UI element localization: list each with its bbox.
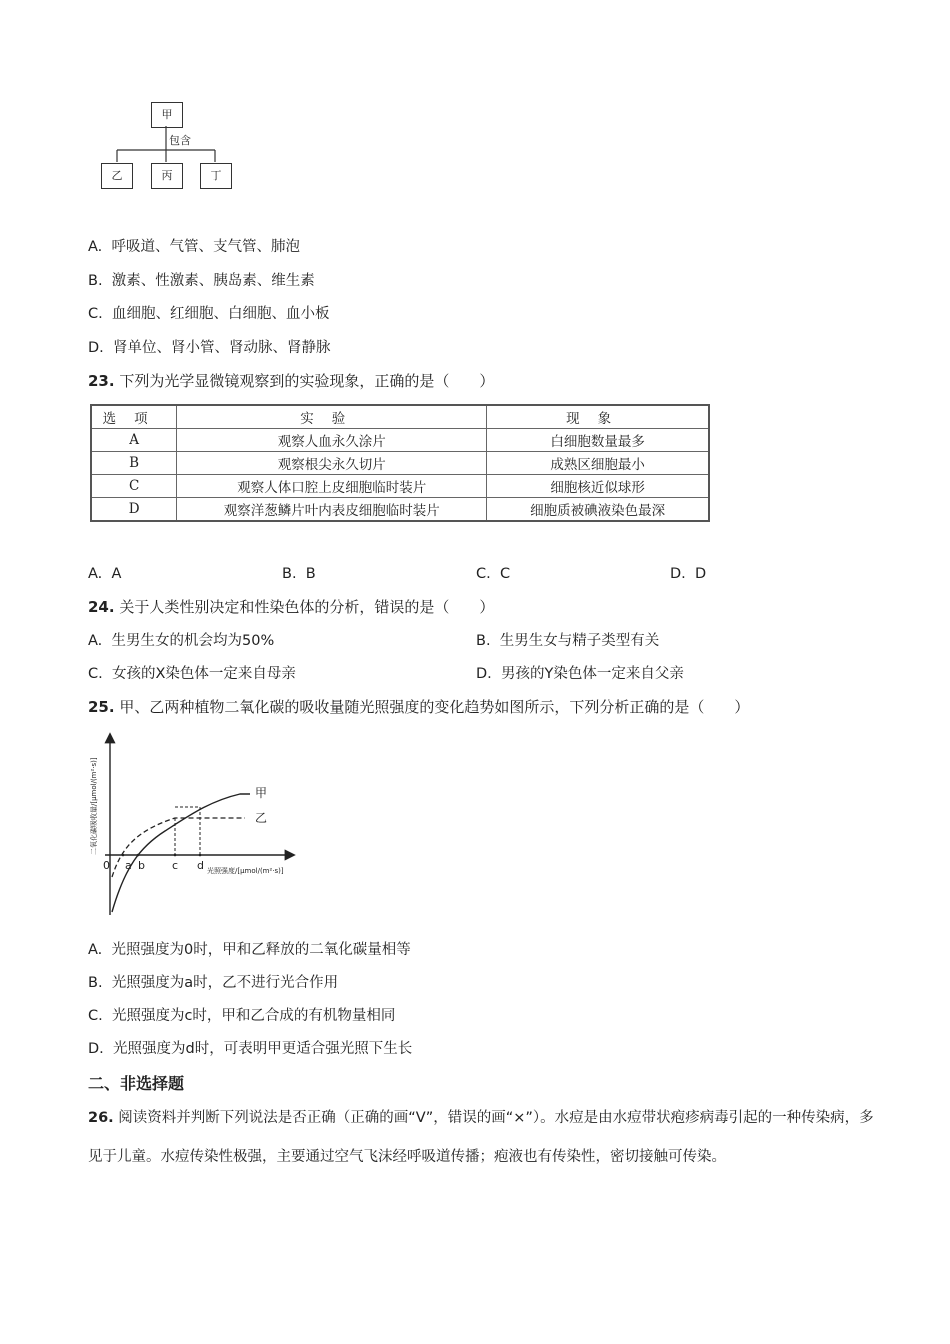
section-title: 二、非选择题 — [88, 1074, 185, 1093]
q22-option-b[interactable] — [88, 271, 315, 291]
question-number: 24. — [88, 598, 115, 616]
q23-option-d[interactable] — [670, 564, 706, 584]
q24-option-d[interactable] — [476, 664, 684, 684]
q23-stem — [88, 371, 494, 391]
tree-root-box: 甲 — [151, 102, 183, 128]
option-label: C. — [88, 1008, 103, 1024]
option-text: 光照强度为0时，甲和乙释放的二氧化碳量相等 — [111, 942, 411, 958]
option-label: B. — [88, 975, 103, 991]
q25-option-c[interactable] — [88, 1006, 395, 1026]
option-text: B — [305, 566, 316, 582]
q25-option-a[interactable] — [88, 940, 411, 960]
option-label: B. — [476, 633, 491, 649]
table-row — [91, 498, 709, 522]
tree-relation-label: 包含 — [169, 134, 191, 147]
question-number: 23. — [88, 372, 115, 390]
table-header: 实验 — [177, 405, 487, 429]
q23-option-b[interactable] — [282, 564, 316, 584]
tick-point-b — [137, 854, 140, 857]
q25-stem — [88, 697, 749, 717]
x-tick-label: b — [138, 859, 145, 872]
q24-option-a[interactable] — [88, 631, 274, 651]
series-label-yi: 乙 — [255, 811, 268, 825]
table-cell: D — [91, 498, 177, 522]
option-text: 光照强度为a时，乙不进行光合作用 — [111, 975, 339, 991]
co2-absorption-chart — [85, 727, 315, 922]
table-cell: 观察洋葱鳞片叶内表皮细胞临时装片 — [177, 498, 487, 522]
option-text: 光照强度为c时，甲和乙合成的有机物量相同 — [111, 1008, 396, 1024]
option-label: C. — [88, 666, 103, 682]
question-number: 26. — [88, 1110, 114, 1126]
tick-point-a — [122, 854, 125, 857]
origin-label: 0 — [103, 859, 110, 872]
tick-point-c — [174, 854, 177, 857]
q24-option-c[interactable] — [88, 664, 296, 684]
option-text: 男孩的Y染色体一定来自父亲 — [501, 666, 684, 682]
y-axis-label: 二氧化碳吸收量/[μmol/(m²·s)] — [90, 757, 98, 855]
table-cell: 细胞核近似球形 — [487, 475, 709, 498]
table-header: 选项 — [91, 405, 177, 429]
option-text: 生男生女与精子类型有关 — [499, 633, 660, 649]
q24-option-b[interactable] — [476, 631, 659, 651]
series-jia-curve — [112, 794, 250, 912]
option-label: A. — [88, 566, 103, 582]
question-text: 阅读资料并判断下列说法是否正确（正确的画“V”，错误的画“×”）。水痘是由水痘带状疱疹病毒引起的一种传染病，多见于儿童。水痘传染性极强，主要通过空气飞沫经呼吸道传播；疱液也有传染性，密切接触可传染。 — [88, 1110, 874, 1165]
table-cell: A — [91, 429, 177, 452]
table-cell: 观察人体口腔上皮细胞临时装片 — [177, 475, 487, 498]
table-cell: 观察人血永久涂片 — [177, 429, 487, 452]
option-text: 肾单位、肾小管、肾动脉、肾静脉 — [113, 340, 331, 356]
series-label-jia: 甲 — [255, 786, 268, 800]
tree-child-box: 丙 — [151, 163, 183, 189]
table-cell: 细胞质被碘液染色最深 — [487, 498, 709, 522]
option-text: 女孩的X染色体一定来自母亲 — [111, 666, 296, 682]
option-text: 生男生女的机会均为50% — [111, 633, 275, 649]
option-label: C. — [88, 306, 103, 322]
q22-option-c[interactable] — [88, 304, 329, 324]
question-text: 关于人类性别决定和性染色体的分析，错误的是（ ） — [119, 598, 495, 616]
q25-option-b[interactable] — [88, 973, 338, 993]
option-text: 血细胞、红细胞、白细胞、血小板 — [111, 306, 330, 322]
x-tick-label: d — [197, 859, 204, 872]
table-cell: 成熟区细胞最小 — [487, 452, 709, 475]
question-number: 25. — [88, 698, 115, 716]
option-text: 光照强度为d时，可表明甲更适合强光照下生长 — [113, 1041, 413, 1057]
tree-child-box: 丁 — [200, 163, 232, 189]
table-cell: 白细胞数量最多 — [487, 429, 709, 452]
q23-table — [90, 404, 710, 522]
table-cell: C — [91, 475, 177, 498]
option-text: 呼吸道、气管、支气管、肺泡 — [111, 239, 300, 255]
table-header-row — [91, 405, 709, 429]
table-row — [91, 475, 709, 498]
table-header: 现象 — [487, 405, 709, 429]
q26-paragraph — [88, 1099, 878, 1177]
option-label: B. — [282, 566, 297, 582]
q23-option-a[interactable] — [88, 564, 121, 584]
q22-option-a[interactable] — [88, 237, 300, 257]
option-label: D. — [476, 666, 492, 682]
option-text: D — [695, 566, 707, 582]
tree-child-box: 乙 — [101, 163, 133, 189]
option-label: B. — [88, 273, 103, 289]
question-text: 下列为光学显微镜观察到的实验现象，正确的是（ ） — [119, 372, 495, 390]
q23-option-c[interactable] — [476, 564, 510, 584]
x-tick-label: c — [172, 859, 179, 872]
option-text: A — [111, 566, 122, 582]
tick-point-d — [199, 854, 202, 857]
option-label: A. — [88, 633, 103, 649]
x-tick-label: a — [125, 859, 132, 872]
table-row — [91, 452, 709, 475]
option-label: C. — [476, 566, 491, 582]
option-label: A. — [88, 942, 103, 958]
q25-option-d[interactable] — [88, 1039, 412, 1059]
option-label: D. — [670, 566, 686, 582]
table-row — [91, 429, 709, 452]
q22-option-d[interactable] — [88, 338, 331, 358]
table-cell: B — [91, 452, 177, 475]
question-text: 甲、乙两种植物二氧化碳的吸收量随光照强度的变化趋势如图所示，下列分析正确的是（ ） — [119, 698, 750, 716]
table-cell: 观察根尖永久切片 — [177, 452, 487, 475]
x-axis-label: 光照强度/[μmol/(m²·s)] — [207, 867, 284, 875]
option-label: A. — [88, 239, 103, 255]
option-label: D. — [88, 340, 104, 356]
option-text: C — [499, 566, 511, 582]
q24-stem — [88, 597, 494, 617]
option-text: 激素、性激素、胰岛素、维生素 — [111, 273, 315, 289]
option-label: D. — [88, 1041, 104, 1057]
